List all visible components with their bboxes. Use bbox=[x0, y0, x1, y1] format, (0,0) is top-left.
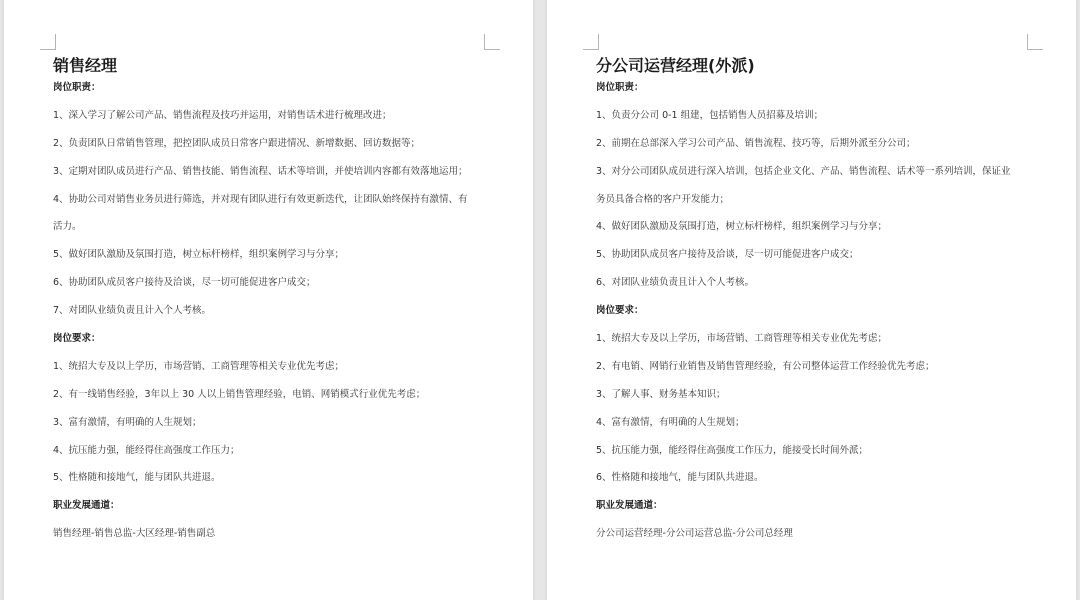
text-line: 5、抗压能力强，能经得住高强度工作压力，能接受长时间外派； bbox=[596, 444, 869, 456]
text-line: 4、抗压能力强，能经得住高强度工作压力； bbox=[53, 444, 240, 456]
text-line: 5、做好团队激励及氛围打造，树立标杆榜样，组织案例学习与分享； bbox=[53, 249, 345, 261]
text-line: 2、前期在总部深入学习公司产品、销售流程、技巧等，后期外派至分公司； bbox=[596, 137, 916, 149]
job-description-lines bbox=[53, 81, 493, 555]
job-description-lines bbox=[596, 81, 1036, 555]
text-line: 6、协助团队成员客户接待及洽谈，尽一切可能促进客户成交； bbox=[53, 277, 316, 289]
section-heading: 岗位要求： bbox=[53, 333, 101, 345]
page-corner-mark bbox=[583, 34, 599, 50]
text-line: 6、性格随和接地气，能与团队共进退。 bbox=[596, 472, 764, 484]
section-heading: 岗位职责： bbox=[596, 82, 644, 93]
text-line: 1、统招大专及以上学历，市场营销、工商管理等相关专业优先考虑； bbox=[53, 360, 345, 372]
text-line: 销售经理-销售总监-大区经理-销售副总 bbox=[53, 528, 216, 540]
text-line: 7、对团队业绩负责且计入个人考核。 bbox=[53, 305, 212, 317]
text-line: 3、定期对团队成员进行产品、销售技能、销售流程、话术等培训，并使培训内容都有效落地运用； bbox=[53, 165, 468, 177]
page-content bbox=[596, 54, 1036, 555]
text-line: 活力。 bbox=[53, 221, 82, 233]
section-heading: 岗位职责： bbox=[53, 82, 101, 93]
text-line: 3、对分公司团队成员进行深入培训，包括企业文化、产品、销售流程、话术等一系列培训，保证业 bbox=[596, 165, 1011, 177]
page-content bbox=[53, 54, 493, 555]
text-line: 2、负责团队日常销售管理，把控团队成员日常客户跟进情况、新增数据、回访数据等； bbox=[53, 137, 421, 149]
text-line: 3、了解人事、财务基本知识； bbox=[596, 388, 726, 400]
page-corner-mark bbox=[1027, 34, 1043, 50]
text-line: 1、统招大专及以上学历，市场营销、工商管理等相关专业优先考虑； bbox=[596, 333, 888, 345]
text-line: 5、协助团队成员客户接待及洽谈，尽一切可能促进客户成交； bbox=[596, 249, 859, 261]
section-heading: 岗位要求： bbox=[596, 305, 644, 317]
text-line: 1、负责分公司 0-1 组建，包括销售人员招募及培训； bbox=[596, 109, 824, 121]
job-title: 销售经理 bbox=[53, 56, 118, 75]
text-line: 分公司运营经理-分公司运营总监-分公司总经理 bbox=[596, 528, 793, 540]
text-line: 5、性格随和接地气，能与团队共进退。 bbox=[53, 472, 221, 484]
text-line: 4、协助公司对销售业务员进行筛选，并对现有团队进行有效更新迭代，让团队始终保持有激情、有 bbox=[53, 193, 468, 205]
text-line: 3、富有激情，有明确的人生规划； bbox=[53, 416, 202, 428]
document-page-1 bbox=[4, 0, 533, 600]
page-corner-mark bbox=[484, 34, 500, 50]
text-line: 务员具备合格的客户开发能力； bbox=[596, 193, 730, 205]
document-page-2 bbox=[547, 0, 1076, 600]
text-line: 2、有电销、网销行业销售及销售管理经验，有公司整体运营工作经验优先考虑； bbox=[596, 360, 935, 372]
section-heading: 职业发展通道： bbox=[53, 500, 120, 512]
text-line: 4、做好团队激励及氛围打造，树立标杆榜样，组织案例学习与分享； bbox=[596, 221, 888, 233]
page-corner-mark bbox=[40, 34, 56, 50]
job-title: 分公司运营经理(外派) bbox=[596, 56, 755, 75]
text-line: 2、有一线销售经验，3年以上 30 人以上销售管理经验，电销、网销模式行业优先考虑； bbox=[53, 388, 426, 400]
text-line: 4、富有激情，有明确的人生规划； bbox=[596, 416, 745, 428]
section-heading: 职业发展通道： bbox=[596, 500, 663, 512]
text-line: 6、对团队业绩负责且计入个人考核。 bbox=[596, 277, 755, 289]
text-line: 1、深入学习了解公司产品、销售流程及技巧并运用，对销售话术进行梳理改进； bbox=[53, 109, 392, 121]
